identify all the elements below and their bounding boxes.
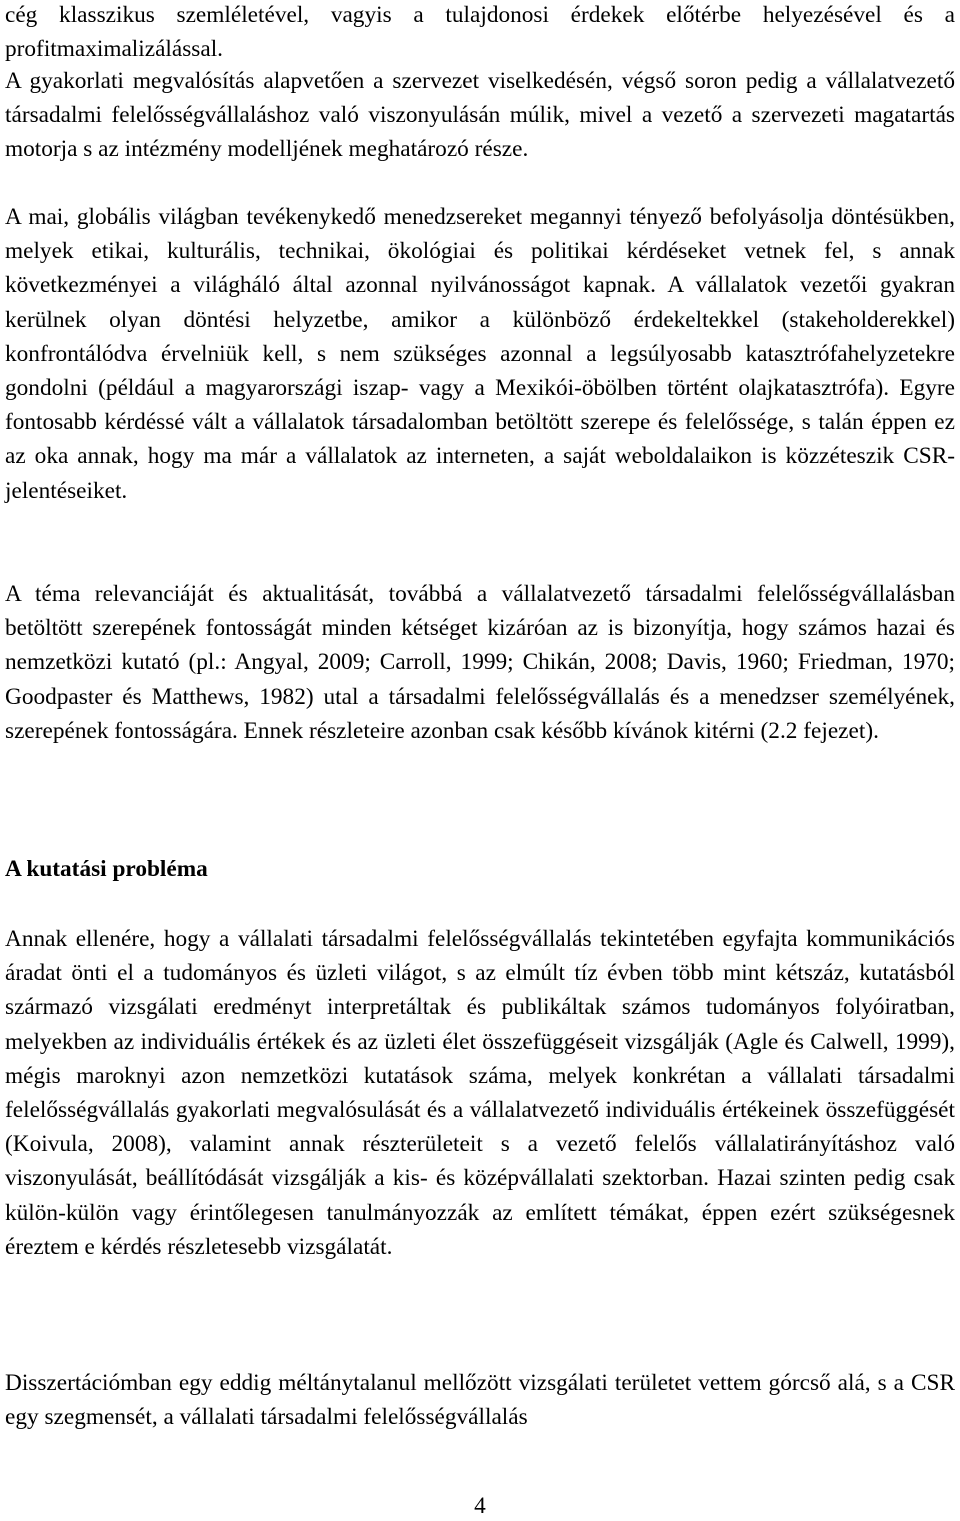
paragraph-leadership: A gyakorlati megvalósítás alapvetően a szervezet viselkedésén, végső soron pedig a vállalatvezető társadalmi felelősségvállaláshoz való viszonyulásán múlik, mivel a vezető a szervezeti magatartás motorja s az intézmény modelljének meghatározó része. xyxy=(5,68,955,163)
paragraph-continuation: cég klasszikus szemléletével, vagyis a tulajdonosi érdekek előtérbe helyezésével és a profitmaximalizálással. xyxy=(5,2,955,63)
paragraph-research-problem: Annak ellenére, hogy a vállalati társadalmi felelősségvállalás tekintetében egyfajta kommunikációs áradat önti el a tudományos és üzleti világot, s az elmúlt tíz évben több mint kétszáz, kutatásból származó vizsgálati eredményt interpretáltak és publikáltak számos tudományos folyóiratban, melyekben az individuális értékek és az üzleti élet összefüggéseit vizsgálják (Agle és Calwell, 1999), mégis maroknyi azon nemzetközi kutatások száma, melyek konkrétan a vállalati társadalmi felelősségvállalás gyakorlati megvalósulását és a vállalatvezető individuális értékeinek összefüggését (Koivula, 2008), valamint annak részterületeit s a vezető felelős vállalatirányításhoz való viszonyulását, beállítódását vizsgálják a kis- és középvállalati szektorban. Hazai szinten pedig csak külön-külön vagy érintőlegesen tanulmányozzák az említett témákat, éppen ezért szükségesnek éreztem e kérdés részletesebb vizsgálatát. xyxy=(5,926,955,1260)
paragraph-dissertation: Disszertációmban egy eddig méltánytalanul mellőzött vizsgálati területet vettem górcső alá, s a CSR egy szegmensét, a vállalati társadalmi felelősségvállalás xyxy=(5,1370,955,1431)
document-page xyxy=(5,0,955,1521)
paragraph-global-managers: A mai, globális világban tevékenykedő menedzsereket megannyi tényező befolyásolja döntésükben, melyek etikai, kulturális, technikai, ökológiai és politikai kérdéseket vetnek fel, s annak következményei a világháló által azonnal nyilvánosságot kapnak. A vállalatok vezetői gyakran kerülnek olyan döntési helyzetbe, amikor a különböző érdekeltekkel (stakeholderekkel) konfrontálódva érvelniük kell, s nem szükséges azonnal a legsúlyosabb katasztrófahelyzetekre gondolni (például a magyarországi iszap- vagy a Mexikói-öbölben történt olajkatasztrófa). Egyre fontosabb kérdéssé vált a vállalatok társadalomban betöltött szerepe és felelőssége, s talán éppen ez az oka annak, hogy ma már a vállalatok az interneten, a saját weboldalaikon is közzéteszik CSR-jelentéseiket. xyxy=(5,204,955,504)
page-number: 4 xyxy=(474,1493,486,1519)
paragraph-topic-relevance: A téma relevanciáját és aktualitását, továbbá a vállalatvezető társadalmi felelősségvállalásban betöltött szerepének fontosságát minden kétséget kizáróan az is bizonyítja, hogy számos hazai és nemzetközi kutató (pl.: Angyal, 2009; Carroll, 1999; Chikán, 2008; Davis, 1960; Friedman, 1970; Goodpaster és Matthews, 1982) utal a társadalmi felelősségvállalás és a menedzser személyének, szerepének fontosságára. Ennek részleteire azonban csak később kívánok kitérni (2.2 fejezet). xyxy=(5,581,955,744)
section-heading: A kutatási probléma xyxy=(5,856,208,882)
